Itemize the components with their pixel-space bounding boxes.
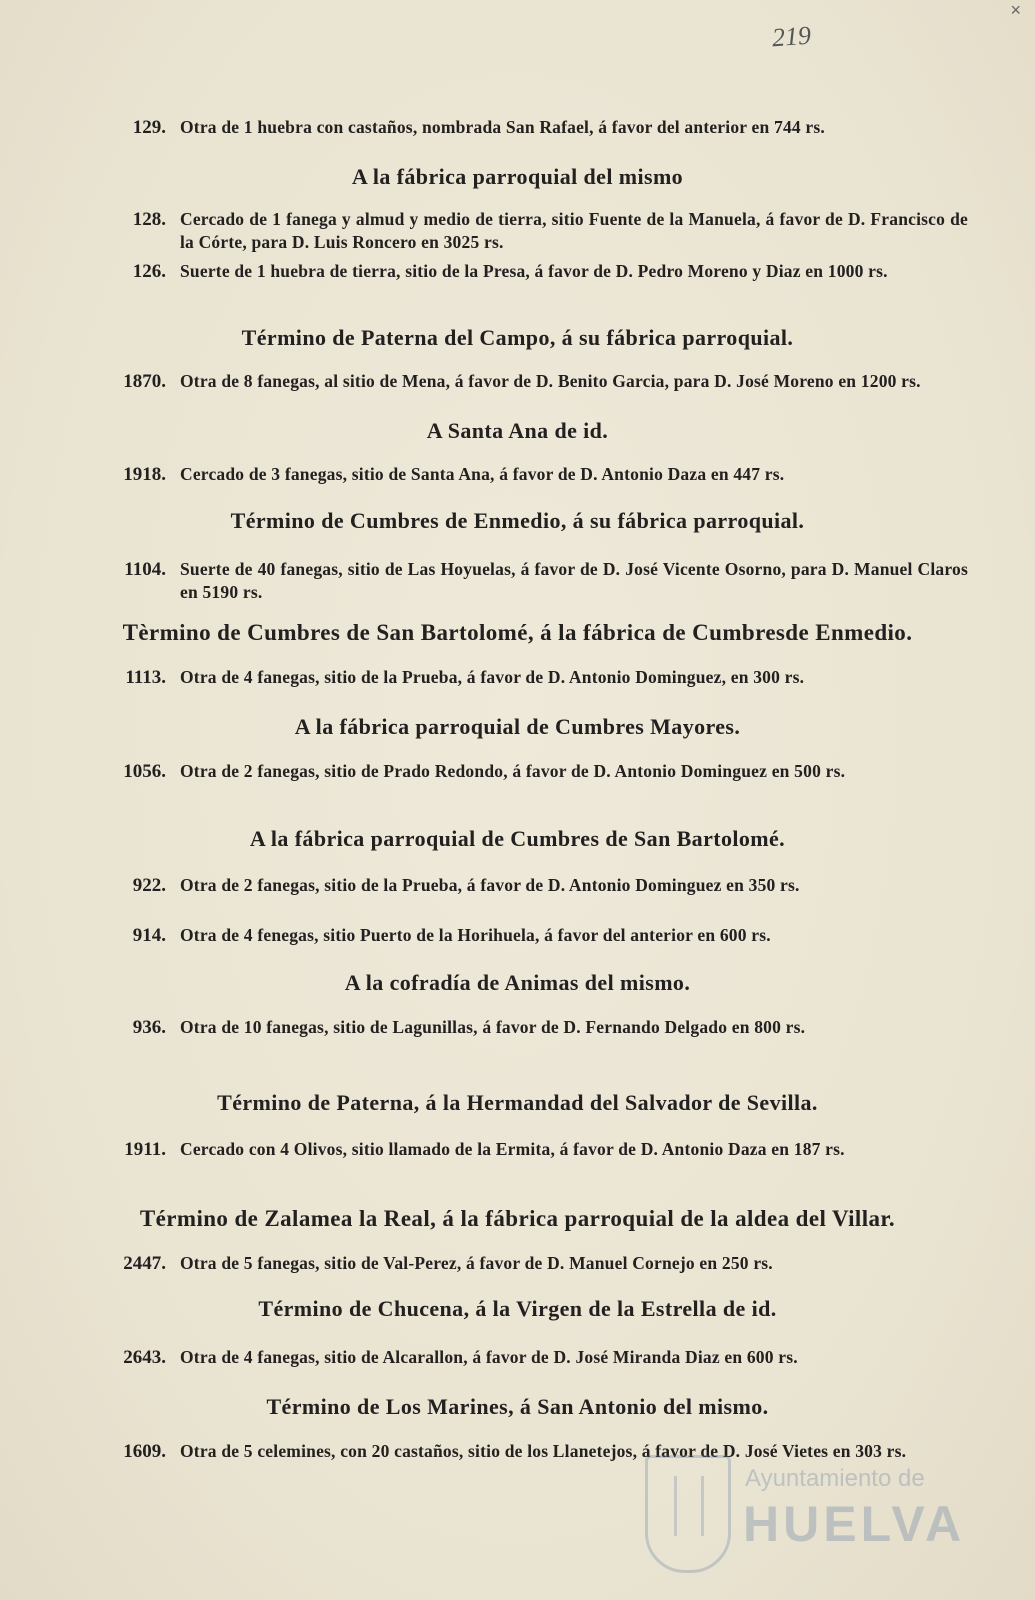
section-heading: A la fábrica parroquial del mismo: [351, 164, 684, 189]
section-heading: Término de Los Marines, á San Antonio del mismo.: [266, 1394, 769, 1419]
entry-number: 126.: [132, 261, 166, 282]
entry-text: Cercado de 3 fanegas, sitio de Santa Ana, á favor de D. Antonio Daza en 447 rs.: [180, 464, 785, 484]
section-heading: Tèrmino de Cumbres de San Bartolomé, á la fábrica de Cumbresde Enmedio.: [122, 620, 913, 645]
entry-2643: [70, 1346, 968, 1369]
entry-number: 1104.: [124, 559, 166, 580]
section-heading: A la cofradía de Animas del mismo.: [344, 970, 691, 995]
entry-126: [70, 260, 968, 283]
section-heading: Término de Cumbres de Enmedio, á su fábrica parroquial.: [230, 508, 805, 533]
entry-text: Otra de 4 fanegas, sitio de la Prueba, á favor de D. Antonio Dominguez, en 300 rs.: [180, 667, 805, 687]
entry-number: 1911.: [124, 1139, 166, 1160]
entry-number: 128.: [132, 209, 166, 230]
section-heading: Término de Zalamea la Real, á la fábrica parroquial de la aldea del Villar.: [139, 1206, 896, 1231]
entry-number: 936.: [132, 1017, 166, 1038]
ayuntamiento-huelva-watermark: [645, 1455, 975, 1585]
entry-text: Cercado de 1 fanega y almud y medio de tierra, sitio Fuente de la Manuela, á favor de D. Francisco de la Córte, para D. Luis Roncero en 3025 rs.: [180, 209, 968, 252]
entry-number: 914.: [132, 925, 166, 946]
entry-text: Otra de 4 fenegas, sitio Puerto de la Horihuela, á favor del anterior en 600 rs.: [180, 925, 771, 945]
entry-1104: [70, 558, 968, 604]
entry-text: Suerte de 40 fanegas, sitio de Las Hoyuelas, á favor de D. José Vicente Osorno, para D. Manuel Claros en 5190 rs.: [180, 559, 968, 602]
entry-922: [70, 874, 968, 897]
section-heading: Término de Paterna del Campo, á su fábrica parroquial.: [241, 325, 794, 350]
section-heading: A Santa Ana de id.: [426, 418, 609, 443]
entry-text: Suerte de 1 huebra de tierra, sitio de la Presa, á favor de D. Pedro Moreno y Diaz en 1000 rs.: [180, 261, 888, 281]
entry-1113: [70, 666, 968, 689]
watermark-line1: Ayuntamiento de: [745, 1465, 925, 1492]
entry-text: Otra de 1 huebra con castaños, nombrada San Rafael, á favor del anterior en 744 rs.: [180, 117, 825, 137]
entry-number: 129.: [132, 117, 166, 138]
entry-1870: [70, 370, 968, 393]
entry-text: Otra de 10 fanegas, sitio de Lagunillas, á favor de D. Fernando Delgado en 800 rs.: [180, 1017, 806, 1037]
entry-914: [70, 924, 968, 947]
entry-text: Otra de 2 fanegas, sitio de la Prueba, á favor de D. Antonio Dominguez en 350 rs.: [180, 875, 800, 895]
entry-1911: [70, 1138, 968, 1161]
folio-number: 219: [771, 20, 812, 53]
entry-1056: [70, 760, 968, 783]
huelva-coat-of-arms-icon: [645, 1455, 731, 1573]
watermark-line2: HUELVA: [743, 1496, 966, 1552]
entry-128: [70, 208, 968, 254]
entry-2447: [70, 1252, 968, 1275]
corner-mark: ×: [1010, 0, 1021, 20]
entry-number: 922.: [132, 875, 166, 896]
entry-number: 2643.: [123, 1347, 166, 1368]
entry-number: 1609.: [123, 1441, 166, 1462]
entry-text: Otra de 4 fanegas, sitio de Alcarallon, á favor de D. José Miranda Diaz en 600 rs.: [180, 1347, 798, 1367]
entry-text: Otra de 5 fanegas, sitio de Val-Perez, á favor de D. Manuel Cornejo en 250 rs.: [180, 1253, 773, 1273]
section-heading: A la fábrica parroquial de Cumbres de San Bartolomé.: [249, 826, 786, 851]
entry-text: Otra de 5 celemines, con 20 castaños, sitio de los Llanetejos, á favor de D. José Vietes en 303 rs.: [180, 1441, 907, 1461]
entry-number: 1113.: [125, 667, 166, 688]
section-heading: Término de Paterna, á la Hermandad del Salvador de Sevilla.: [217, 1090, 818, 1115]
entry-129: [70, 116, 968, 139]
entry-number: 1056.: [123, 761, 166, 782]
entry-text: Otra de 8 fanegas, al sitio de Mena, á favor de D. Benito Garcia, para D. José Moreno en 1200 rs.: [180, 371, 921, 391]
entry-text: Cercado con 4 Olivos, sitio llamado de la Ermita, á favor de D. Antonio Daza en 187 rs.: [180, 1139, 845, 1159]
entry-number: 2447.: [123, 1253, 166, 1274]
entry-number: 1918.: [123, 464, 166, 485]
entry-number: 1870.: [123, 371, 166, 392]
entry-1918: [70, 463, 968, 486]
entry-936: [70, 1016, 968, 1039]
section-heading: A la fábrica parroquial de Cumbres Mayores.: [294, 714, 741, 739]
entry-text: Otra de 2 fanegas, sitio de Prado Redondo, á favor de D. Antonio Dominguez en 500 rs.: [180, 761, 846, 781]
section-heading: Término de Chucena, á la Virgen de la Estrella de id.: [258, 1296, 777, 1321]
